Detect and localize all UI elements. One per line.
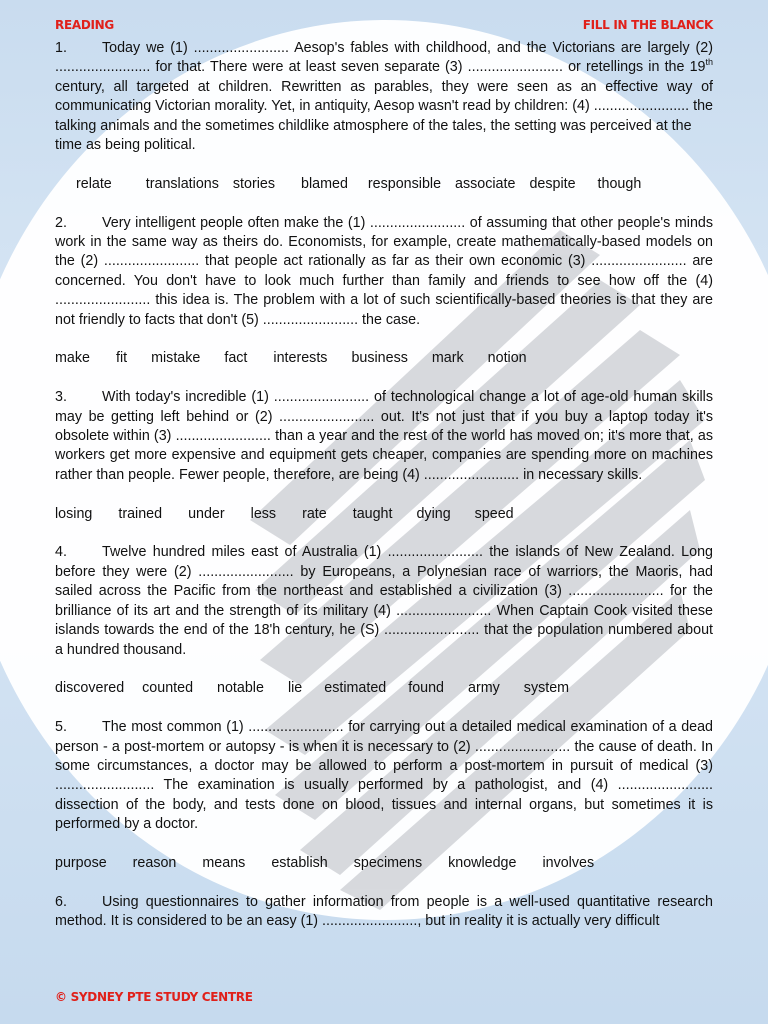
paragraph-text: Using questionnaires to gather information from people is a well-used quantitative research method. It is considered to be an easy (1) ........................, but in reality it is actually very difficult (55, 893, 713, 930)
paragraph-text: Very intelligent people often make the (1) ........................ of assuming that other people's minds work in the same way as theirs do. Economists, for example, create mathematically-based models on the (2) ........................ that people act rationally as far as their own economic (3) ........................ are concerned. You don't have to look much further than family and friends to see how off the (4) ........................ this idea is. The problem with a lot of such scientifically-based theories is that they are not friendly to facts that don't (5) ........................ the case. (55, 214, 713, 328)
word-option: estimated (324, 680, 387, 697)
paragraph-number: 6. (55, 893, 67, 910)
word-option: taught (352, 505, 393, 522)
word-option: knowledge (448, 854, 517, 871)
header-task-label: FILL IN THE BLANCK (582, 18, 713, 32)
word-option: relate (76, 175, 112, 192)
word-bank-3 (55, 505, 713, 524)
paragraph-3 (55, 388, 713, 485)
paragraph-1 (55, 39, 713, 155)
word-option: fact (224, 350, 248, 367)
word-option: business (351, 350, 408, 367)
word-option: lie (287, 680, 303, 697)
superscript: th (705, 57, 713, 68)
word-option: losing (55, 505, 93, 522)
exercise-content (55, 39, 713, 932)
word-option: purpose (55, 854, 107, 871)
word-option: reason (132, 854, 177, 871)
word-option: army (468, 680, 500, 697)
paragraph-number: 2. (55, 214, 67, 231)
word-option: interests (273, 350, 328, 367)
word-option: mark (431, 350, 464, 367)
word-bank-4 (55, 679, 713, 698)
word-option: found (408, 680, 445, 697)
word-option: dying (416, 505, 451, 522)
paragraph-6 (55, 893, 713, 932)
word-option: despite (529, 175, 576, 192)
paragraph-5 (55, 718, 713, 834)
word-option: associate (455, 175, 516, 192)
word-option: specimens (353, 854, 423, 871)
word-option: counted (142, 680, 194, 697)
paragraph-number: 3. (55, 389, 67, 406)
word-option: mistake (151, 350, 201, 367)
word-option: though (597, 175, 642, 192)
word-bank-1 (55, 175, 713, 194)
header-reading-label: READING (55, 18, 114, 32)
paragraph-4 (55, 543, 713, 659)
word-option: translations (145, 175, 219, 192)
paragraph-text: Today we (1) ........................ Aesop's fables with childhood, and the Victorians are largely (2) ........................ for that. There were at least seven separate (3) ........................ or retellings in the 19 (55, 40, 713, 76)
word-option: notable (217, 680, 264, 697)
word-option: rate (302, 505, 327, 522)
paragraph-number: 5. (55, 719, 67, 736)
word-option: blamed (301, 175, 348, 192)
word-option: responsible (367, 175, 442, 192)
word-option: establish (271, 854, 328, 871)
word-option: stories (232, 175, 275, 192)
paragraph-text: Twelve hundred miles east of Australia (1) ........................ the islands of New Zealand. Long before they were (2) ........................ by Europeans, a Polynesian race of warriors, the Maoris, had sailed across the Pacific from the northeast and established a civilization (3) ........................ for the brilliance of its art and the strength of its military (4) ........................ When Captain Cook visited these islands towards the end of the 18'h century, he (S) ........................ that the population numbered about a hundred thousand. (55, 544, 713, 658)
paragraph-text: With today's incredible (1) ........................ of technological change a lot of age-old human skills may be getting left behind or (2) ........................ out. It's not just that if you buy a laptop today it's obsolete within (3) ........................ than a year and the rest of the world has moved on; it's more that, as workers get more expensive and equipment gets cheaper, companies are spending more on machines rather than people. Fewer people, therefore, are being (4) ........................ in necessary skills. (55, 389, 713, 483)
paragraph-2 (55, 214, 713, 330)
paragraph-text: time as being political. (55, 137, 196, 154)
word-option: involves (542, 854, 595, 871)
word-option: means (202, 854, 246, 871)
word-option: make (55, 350, 90, 367)
paragraph-number: 4. (55, 544, 67, 561)
word-option: trained (118, 505, 163, 522)
footer-copyright: © SYDNEY PTE STUDY CENTRE (55, 990, 253, 1004)
word-option: under (188, 505, 225, 522)
paragraph-text: The most common (1) ........................ for carrying out a detailed medical examination of a dead person - a post-mortem or autopsy - is when it is necessary to (2) ........................ the cause of death. In some circumstances, a doctor may be allowed to perform a post-mortem in pursuit of medical (3) ......................... The examination is usually performed by a pathologist, and (4) ........................ dissection of the body, and tests done on blood, tissues and internal organs, but sometimes it is performed by a doctor. (55, 719, 713, 833)
word-option: system (523, 680, 570, 697)
word-option: less (250, 505, 277, 522)
word-bank-5 (55, 854, 713, 873)
paragraph-text: century, all targeted at children. Rewritten as parables, they were seen as an effective way of communicating Victorian morality. Yet, in antiquity, Aesop wasn't read by children: (4) ........................ the talking animals and the sometimes childlike atmosphere of the tales, the setting was perceived at the (55, 78, 713, 134)
word-option: notion (487, 350, 527, 367)
word-option: speed (474, 505, 514, 522)
word-bank-2 (55, 349, 713, 368)
paragraph-number: 1. (55, 40, 67, 56)
word-option: discovered (55, 680, 125, 697)
word-option: fit (115, 350, 128, 367)
